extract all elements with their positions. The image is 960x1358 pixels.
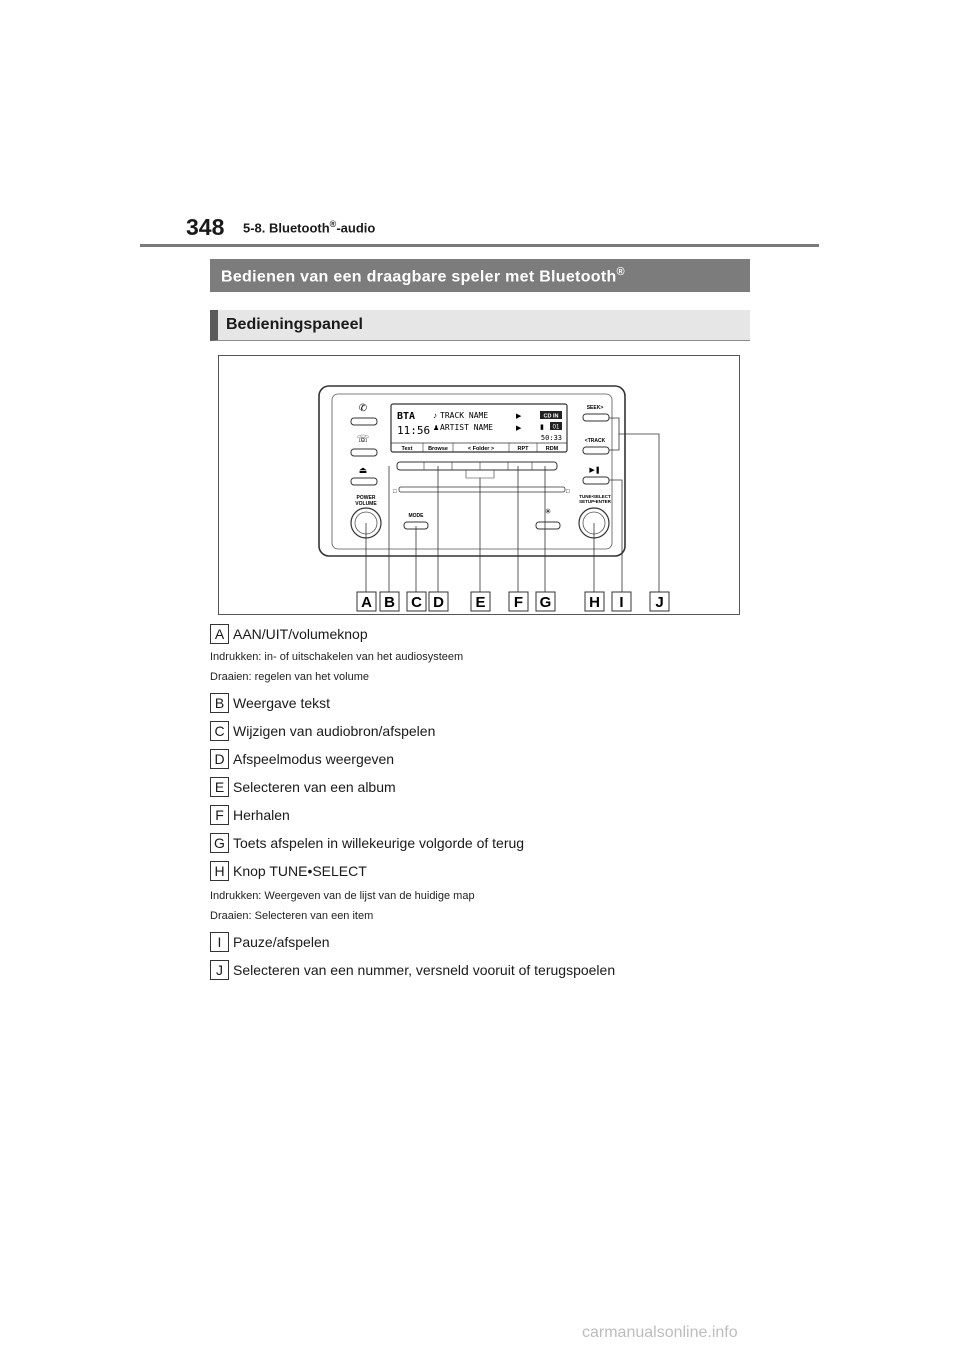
watermark: carmanualsonline.info bbox=[582, 1324, 738, 1341]
letter-a: A bbox=[210, 624, 229, 644]
letter-f: F bbox=[210, 805, 229, 825]
softkey-text: Text bbox=[401, 446, 413, 452]
item-label: AAN/UIT/volumeknop bbox=[233, 626, 368, 642]
callout-e: E bbox=[475, 594, 486, 611]
power-label: POWER bbox=[356, 495, 376, 501]
legend-item-e bbox=[210, 777, 396, 797]
signal-icon: ▮ bbox=[540, 424, 544, 431]
letter-b: B bbox=[210, 693, 229, 713]
page-number: 348 bbox=[186, 214, 225, 240]
scan-icon: ✳ bbox=[544, 507, 552, 516]
hangup-icon: ☏ bbox=[356, 434, 370, 445]
control-panel-figure bbox=[218, 355, 740, 615]
softkey-rpt: RPT bbox=[517, 446, 529, 452]
letter-g: G bbox=[210, 833, 229, 853]
play-pause-icon: ▶❚ bbox=[589, 467, 601, 474]
callout-f: F bbox=[513, 594, 524, 611]
seek-button[interactable] bbox=[583, 414, 609, 421]
hardkey-strip[interactable] bbox=[397, 462, 557, 470]
legend-item-g bbox=[210, 833, 524, 853]
subsection-heading: Bedieningspaneel bbox=[210, 310, 750, 341]
letter-c: C bbox=[210, 721, 229, 741]
note: Indrukken: Weergeven van de lijst van de huidige map bbox=[210, 890, 475, 902]
display-track: TRACK NAME bbox=[440, 411, 489, 420]
letter-e: E bbox=[210, 777, 229, 797]
setup-enter-label: SETUP•ENTER bbox=[579, 499, 611, 504]
softkey-browse: Browse bbox=[428, 446, 448, 452]
legend-item-c bbox=[210, 721, 435, 741]
seek-label: SEEK> bbox=[586, 405, 604, 411]
item-label: Pauze/afspelen bbox=[233, 934, 330, 950]
callout-h: H bbox=[589, 594, 600, 611]
note: Draaien: Selecteren van een item bbox=[210, 910, 374, 922]
phone-icon: ✆ bbox=[358, 403, 368, 414]
slot-left-icon: □ bbox=[393, 489, 397, 495]
item-label: Knop TUNE•SELECT bbox=[233, 863, 367, 879]
volume-label: VOLUME bbox=[355, 501, 377, 507]
person-icon: ♟ bbox=[433, 425, 440, 432]
eject-button[interactable] bbox=[351, 478, 377, 485]
callout-d: D bbox=[433, 594, 444, 611]
callout-a: A bbox=[361, 594, 372, 611]
play-pause-button[interactable] bbox=[583, 477, 609, 484]
chapter-suffix: -audio bbox=[336, 220, 376, 236]
legend-item-d bbox=[210, 749, 394, 769]
audio-panel-illustration bbox=[219, 356, 741, 616]
cd-slot bbox=[399, 487, 565, 492]
display-time: 11:56 bbox=[397, 424, 431, 437]
item-label: Herhalen bbox=[233, 807, 290, 823]
track-label: <TRACK bbox=[584, 438, 606, 444]
callout-c: C bbox=[411, 594, 422, 611]
eject-icon: ⏏ bbox=[358, 465, 368, 475]
chapter-prefix: 5-8. Bluetooth bbox=[243, 220, 330, 236]
display-artist: ARTIST NAME bbox=[440, 423, 493, 432]
item-label: Selecteren van een nummer, versneld vooruit of terugspoelen bbox=[233, 962, 616, 978]
legend-item-h bbox=[210, 861, 367, 881]
mode-label: MODE bbox=[408, 513, 424, 519]
track-button[interactable] bbox=[583, 447, 609, 454]
softkey-rdm: RDM bbox=[545, 446, 559, 452]
disc-number: 01 bbox=[552, 424, 560, 431]
elapsed-time: 50:33 bbox=[540, 434, 562, 442]
letter-d: D bbox=[210, 749, 229, 769]
legend-item-f bbox=[210, 805, 290, 825]
softkey-folder: < Folder > bbox=[467, 446, 495, 452]
registered-mark: ® bbox=[616, 266, 625, 278]
note: Draaien: regelen van het volume bbox=[210, 671, 369, 683]
chapter-title bbox=[243, 219, 375, 235]
scan-button[interactable] bbox=[536, 522, 560, 529]
letter-i: I bbox=[210, 932, 229, 952]
note-icon: ♪ bbox=[433, 411, 437, 420]
cd-in-text: CD IN bbox=[543, 413, 559, 420]
phone-button[interactable] bbox=[351, 418, 377, 425]
callout-i: I bbox=[619, 594, 624, 611]
callout-g: G bbox=[539, 594, 552, 611]
item-label: Selecteren van een album bbox=[233, 779, 396, 795]
callout-j: J bbox=[655, 594, 664, 611]
slot-right-icon: □ bbox=[566, 489, 570, 495]
track-arrow-icon: ▶ bbox=[516, 413, 522, 420]
legend-item-j bbox=[210, 960, 615, 980]
section-heading bbox=[210, 259, 750, 292]
callout-b: B bbox=[384, 594, 395, 611]
item-label: Weergave tekst bbox=[233, 695, 331, 711]
registered-mark: ® bbox=[329, 219, 337, 229]
item-label: Afspeelmodus weergeven bbox=[233, 751, 395, 767]
hangup-button[interactable] bbox=[351, 449, 377, 456]
legend-item-i bbox=[210, 932, 330, 952]
display-source: BTA bbox=[397, 411, 416, 422]
item-label: Wijzigen van audiobron/afspelen bbox=[233, 723, 436, 739]
legend-item-b bbox=[210, 693, 330, 713]
note: Indrukken: in- of uitschakelen van het audiosysteem bbox=[210, 651, 464, 663]
header-rule bbox=[140, 244, 819, 247]
tune-select-label: TUNE•SELECT bbox=[579, 494, 611, 499]
artist-arrow-icon: ▶ bbox=[516, 425, 522, 432]
letter-j: J bbox=[210, 960, 229, 980]
section-title: Bedienen van een draagbare speler met Bluetooth bbox=[221, 268, 617, 286]
item-label: Toets afspelen in willekeurige volgorde of terug bbox=[233, 835, 525, 851]
letter-h: H bbox=[210, 861, 229, 881]
legend-item-a bbox=[210, 624, 368, 644]
